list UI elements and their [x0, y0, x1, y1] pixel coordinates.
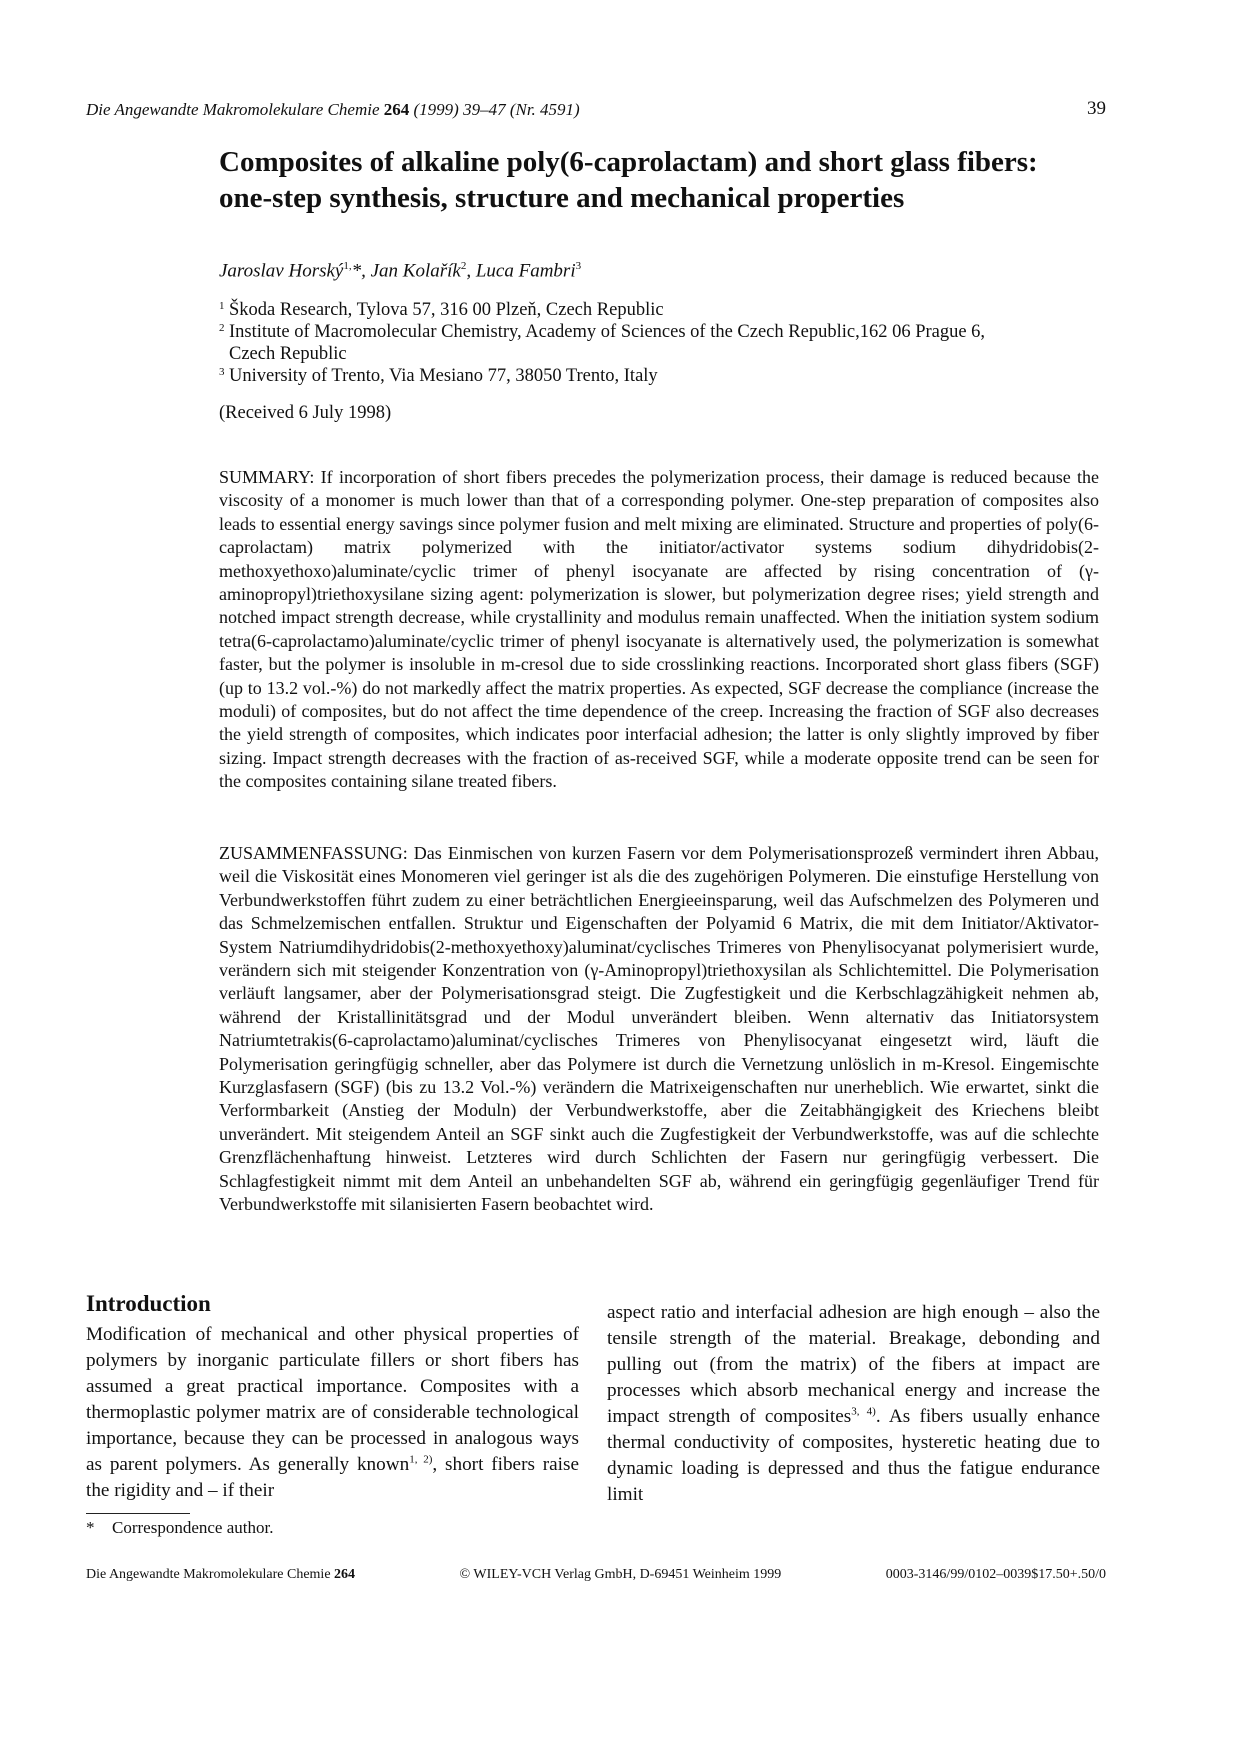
footer-journal: Die Angewandte Makromolekulare Chemie 264: [86, 1567, 356, 1582]
affiliation-item: 1 Škoda Research, Tylova 57, 316 00 Plzeň, Czech Republic: [219, 300, 664, 320]
body-paragraph: Modification of mechanical and other physical properties of polymers by inorganic particulate fillers or short fibers has assumed a great practical importance. Composites with a thermoplastic polymer matrix are of considerable technological importance, because they can be processed in analogous ways as parent polymers. As generally known$^{1, 2)}$, short fibers raise the rigidity and – if their: [86, 1324, 579, 1501]
affiliation-item: 3 University of Trento, Via Mesiano 77, 38050 Trento, Italy: [219, 366, 658, 386]
footer-code: 0003-3146/99/0102–0039$17.50+.50/0: [885, 1567, 1106, 1582]
author-name: Jan Kolařík: [370, 260, 461, 282]
footnote: * Correspondence author.: [86, 1518, 274, 1537]
citation-ref[interactable]: 1, 2): [409, 1453, 433, 1466]
author-list: Jaroslav Horský$^{1,}$*, Jan Kolařík$^2$, Luca Fambri$^3$: [219, 260, 582, 282]
body-column-right: [607, 1300, 1100, 1508]
german-abstract: ZUSAMMENFASSUNG: Das Einmischen von kurzen Fasern vor dem Polymerisationsprozeß vermindert ihren Abbau, weil die Viskosität eines Monomeren viel geringer ist als die des zugehörigen Polymeren. Die einstufige Herstellung von Verbundwerkstoffen führt zudem zu einer beträchtlichen Energieeinsparung, weil das Aufschmelzen des Polymeren und das Schmelzemischen entfallen. Struktur und Eigenschaften der Polyamid 6 Matrix, die mit dem Initiator/Aktivator-System Natriumdihydridobis(2-methoxyethoxy)aluminat/cyclisches Trimeres von Phenylisocyanat polymerisiert wurde, verändern sich mit steigender Konzentration von (γ-Aminopropyl)triethoxysilan als Schlichtemittel. Die Polymerisation verläuft langsamer, aber der Polymerisationsgrad steigt. Die Zugfestigkeit und die Kerbschlagzähigkeit nehmen ab, während der Kristallinitätsgrad und der Modul unverändert bleiben. Wenn alternativ das Initiatorsystem Natriumtetrakis(6-caprolactamo)aluminat/cyclisches Trimeres von Phenylisocyanat eingesetzt wird, läuft die Polymerisation geringfügig schneller, aber das Polymere ist durch die Vernetzung unlöslich in m-Kresol. Eingemischte Kurzglasfasern (SGF) (bis zu 13.2 Vol.-%) verändern die Matrixeigenschaften nur unerheblich. Wie erwartet, sinkt die Verformbarkeit (Anstieg der Moduln) der Verbundwerkstoffe, aber die Zeitabhängigkeit des Kriechens bleibt unverändert. Mit steigendem Anteil an SGF sinkt auch die Zugfestigkeit der Verbundwerkstoffe, was auf die schlechte Grenzflächenhaftung hinweist. Letzteres wird durch Schlichten der Fasern nur geringfügig verbessert. Die Schlagfestigkeit nimmt mit dem Anteil an unbehandelten SGF ab, während ein geringfügig gegenläufiger Trend für Verbundwerkstoffe mit silanisierten Fasern beobachtet wird.: [219, 843, 1099, 1215]
paper-title: Composites of alkaline poly(6-caprolactam) and short glass fibers: one-step synthesis, structure and mechanical properties: [219, 146, 1038, 214]
running-head: [86, 100, 1106, 120]
affiliation-item: 2 Institute of Macromolecular Chemistry, Academy of Sciences of the Czech Republic,162 06 Prague 6, Czech Republic: [219, 322, 986, 364]
summary-abstract: SUMMARY: If incorporation of short fibers precedes the polymerization process, their damage is reduced because the viscosity of a monomer is much lower than that of a corresponding polymer. One-step preparation of composites also leads to essential energy savings since polymer fusion and melt mixing are eliminated. Structure and properties of poly(6-caprolactam) matrix polymerized with the initiator/activator systems sodium dihydridobis(2-methoxyethoxo)aluminate/cyclic trimer of phenyl isocyanate are affected by rising concentration of (γ-aminopropyl)triethoxysilane sizing agent: polymerization is slower, but polymerization degree rises; yield strength and notched impact strength decrease, while crystallinity and modulus remain unaffected. When the initiation system sodium tetra(6-caprolactamo)aluminate/cyclic trimer of phenyl isocyanate is alternatively used, the polymerization is somewhat faster, but the polymer is insoluble in m-cresol due to side crosslinking reactions. Incorporated short glass fibers (SGF) (up to 13.2 vol.-%) do not markedly affect the matrix properties. As expected, SGF decrease the compliance (increase the moduli) of composites, but do not affect the time dependence of the creep. Increasing the fraction of SGF also decreases the yield strength of composites, which indicates poor interfacial adhesion; the latter is only slightly improved by fiber sizing. Impact strength decreases with the fraction of as-received SGF, while a moderate opposite trend can be seen for the composites containing silane treated fibers.: [219, 467, 1099, 792]
journal-citation: Die Angewandte Makromolekulare Chemie 264 (1999) 39–47 (Nr. 4591): [86, 100, 580, 119]
section-heading: Introduction: [86, 1291, 211, 1316]
received-date: (Received 6 July 1998): [219, 403, 392, 423]
author-name: Jaroslav Horský: [219, 260, 344, 282]
citation-ref[interactable]: 3, 4): [851, 1405, 876, 1418]
footer-publisher: © WILEY-VCH Verlag GmbH, D-69451 Weinheim 1999: [459, 1567, 782, 1582]
body-column-left: [86, 1290, 579, 1504]
page-footer: [86, 1567, 1106, 1583]
footnote-divider: [86, 1513, 190, 1514]
affiliations: [219, 299, 1119, 387]
author-name: Luca Fambri: [475, 260, 576, 282]
body-paragraph: aspect ratio and interfacial adhesion are high enough – also the tensile strength of the material. Breakage, debonding and pulling out (from the matrix) of the fibers at impact are processes which absorb mechanical energy and increase the impact strength of composites$^{3, 4)}$. As fibers usually enhance thermal conductivity of composites, hysteretic heating due to dynamic loading is depressed and thus the fatigue endurance limit: [607, 1302, 1100, 1505]
page-number: 39: [1087, 98, 1106, 119]
